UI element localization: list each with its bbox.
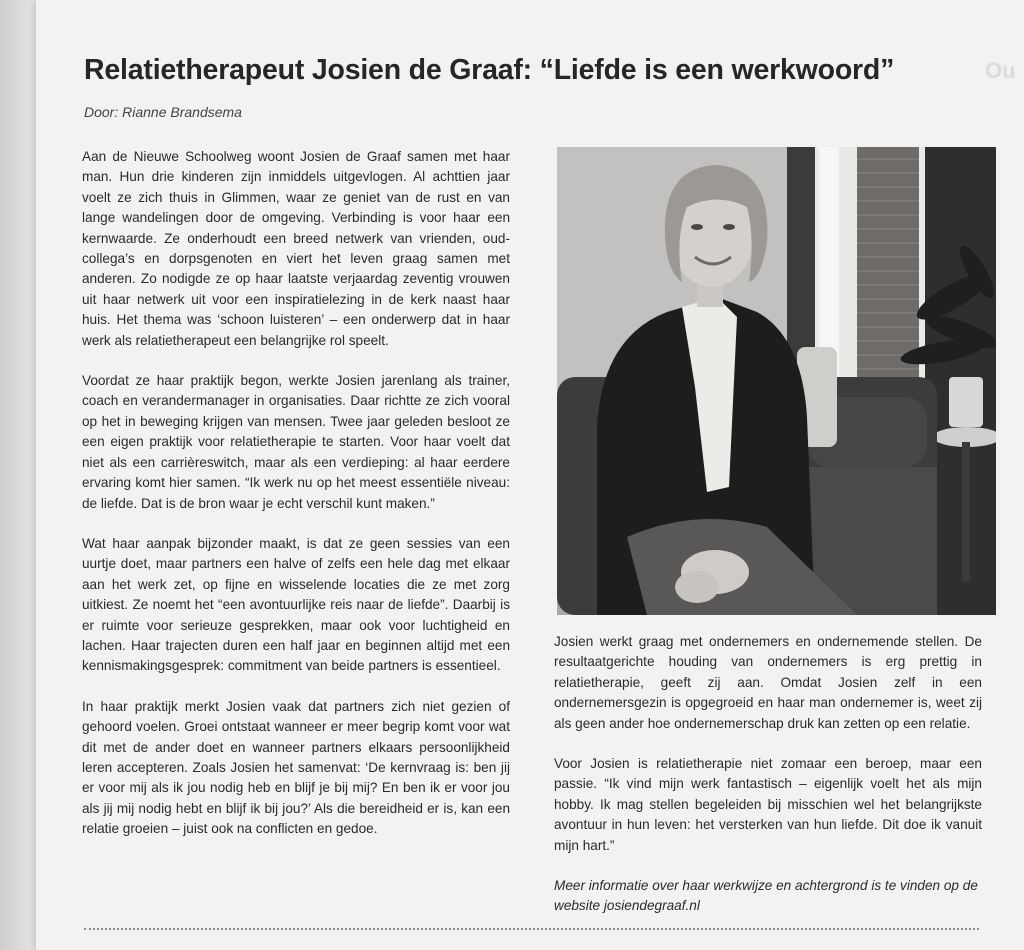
paragraph-intro: Aan de Nieuwe Schoolweg woont Josien de Graaf samen met haar man. Hun drie kinderen zijn inmiddels uitgevlogen. Al achttien jaar voelt ze zich thuis in Glimmen, waar ze geniet van de rust en van lange wandelingen door de omgeving. Verbinding is voor haar een kernwaarde. Ze onderhoudt een breed netwerk van vrienden, oud-collega’s en dorpsgenoten en viert het leven graag samen met anderen. Zo nodigde ze op haar laatste verjaardag zeventig vrouwen uit haar netwerk uit voor een inspiratielezing in de kerk naast haar huis. Het thema was ‘schoon luisteren’ – een onderwerp dat in haar werk als relatietherapeut een belangrijke rol speelt. — [82, 149, 510, 348]
article-title: Relatietherapeut Josien de Graaf: “Liefde is een werkwoord” — [84, 54, 895, 86]
paragraph-passion: Voor Josien is relatietherapie niet zomaar een beroep, maar een passie. “Ik vind mijn werk fantastisch – eigenlijk voelt het als mijn hobby. Ik mag stellen begeleiden bij misschien wel het belangrijkste avontuur in hun leven: het versterken van hun liefde. Dit doe ik vanuit mijn hart.” — [554, 756, 982, 853]
right-column — [554, 632, 982, 937]
adjacent-page-edge — [0, 0, 36, 950]
paragraph-practice: In haar praktijk merkt Josien vaak dat partners zich niet gezien of gehoord voelen. Groei ontstaat wanneer er meer begrip komt voor wat dit met de ander doet en wanneer partners elkaars persoonlijkheid leren accepteren. Zoals Josien het samenvat: ‘De kernvraag is: ben jij er voor mij als ik jou nodig heb en blijf je bij mij? En ben ik er voor jou als jij mij nodig hebt en blijf ik bij jou?’ Als die bereidheid er is, kan een relatie groeien – juist ook na conflicten en gedoe. — [82, 698, 510, 837]
left-column — [82, 147, 510, 860]
paragraph-entrepreneurs: Josien werkt graag met ondernemers en ondernemende stellen. De resultaatgerichte houding van ondernemers is erg prettig in relatietherapie, geeft zij aan. Omdat Josien zelf in een ondernemersgezin is opgegroeid en haar man ondernemer is, weet zij als geen ander hoe ondernemerschap druk kan zetten op een relatie. — [554, 634, 982, 731]
more-info-text: Meer informatie over haar werkwijze en achtergrond is te vinden op de website josiendegraaf.nl — [554, 878, 978, 914]
paragraph-approach: Wat haar aanpak bijzonder maakt, is dat ze geen sessies van een uurtje doet, maar partners een halve of zelfs een hele dag met elkaar aan het werk zet, op fijne en wisselende locaties die ze met zorg uitkiest. Ze noemt het “een avontuurlijke reis naar de liefde”. Daarbij is er ruimte voor serieuze gesprekken, maar ook voor luchtigheid en lachen. Haar trajecten duren een half jaar en beginnen altijd met een kennismakingsgesprek: commitment van beide partners is essentieel. — [82, 535, 510, 674]
dotted-divider — [84, 928, 979, 930]
portrait-photo — [557, 147, 996, 615]
next-page-ghost-text: Ou — [985, 58, 1016, 83]
article-byline: Door: Rianne Brandsema — [84, 104, 242, 120]
paragraph-career: Voordat ze haar praktijk begon, werkte Josien jarenlang als trainer, coach en verandermanager in organisaties. Daar richtte ze zich vooral op het in beweging krijgen van mensen. Twee jaar geleden besloot ze een eigen praktijk voor relatietherapie te starten. Voor haar voelt dat niet als een carrièreswitch, maar als een verdieping: al haar eerdere ervaring komt hier samen. “Ik werk nu op het meest essentiële niveau: de liefde. Dat is de bron waar je echt verschil kunt maken.” — [82, 373, 510, 511]
